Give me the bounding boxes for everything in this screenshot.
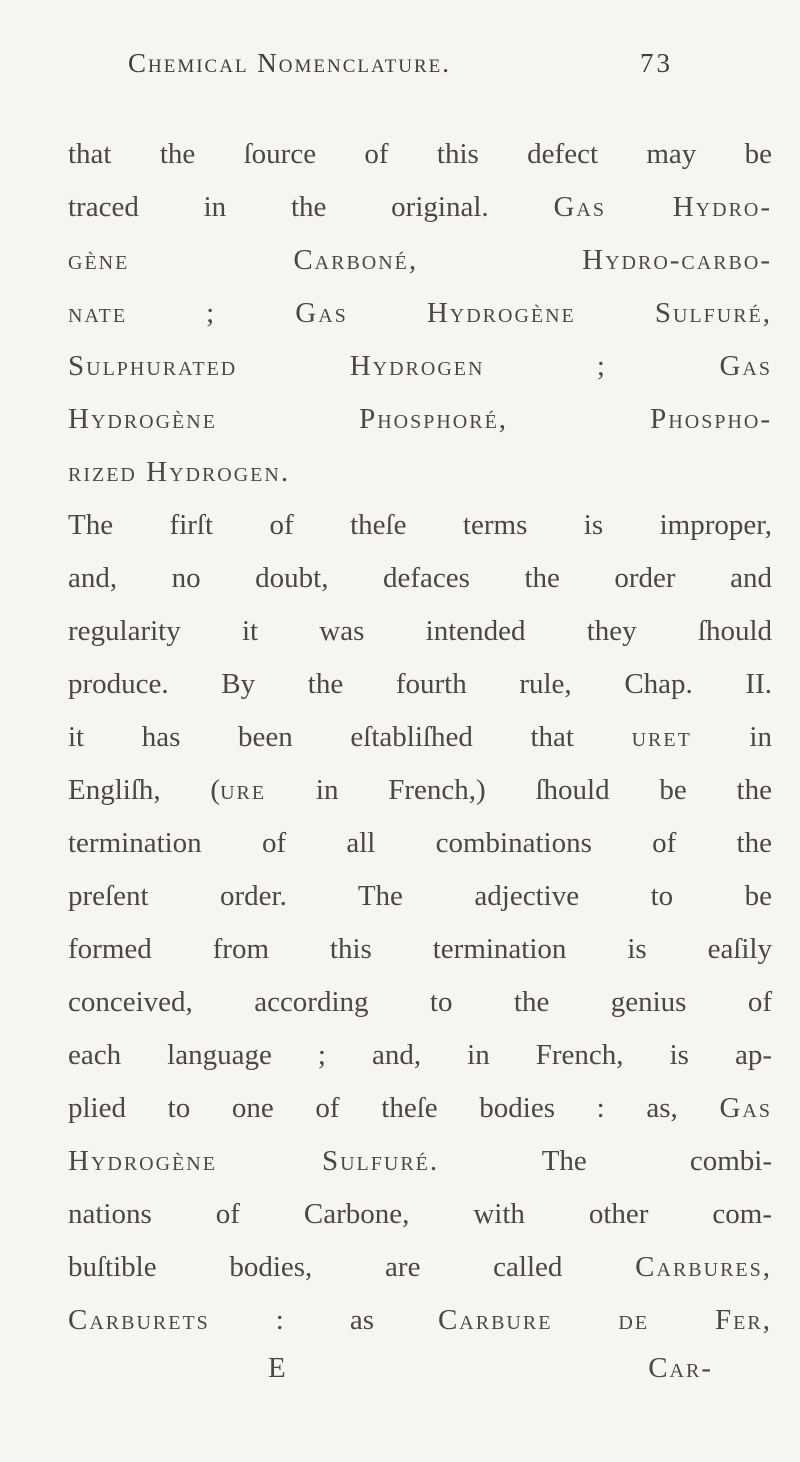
small-caps-term: ure [220, 774, 267, 806]
text-line [68, 393, 772, 446]
text-line [68, 870, 772, 923]
text-line [68, 1241, 772, 1294]
text-line [68, 1029, 772, 1082]
text-line [68, 1082, 772, 1135]
text-line [68, 923, 772, 976]
small-caps-term: Hydrogène Phosphoré, Phospho- [68, 403, 772, 435]
text-segment: traced in the original. [68, 191, 554, 223]
text-line [68, 605, 772, 658]
text-line [68, 340, 772, 393]
text-line [68, 234, 772, 287]
text-line [68, 446, 772, 499]
text-segment: in [691, 721, 772, 753]
text-segment: and, no doubt, defaces the order and [68, 562, 772, 594]
text-segment: each language ; and, in French, is ap- [68, 1039, 772, 1071]
small-caps-term: Hydrogène Sulfuré. [68, 1145, 440, 1177]
running-title: Chemical Nomenclature. [128, 48, 451, 78]
catchword: Car- [648, 1352, 713, 1384]
small-caps-term: Carbure de Fer, [437, 1304, 772, 1336]
text-segment: conceived, according to the genius of [68, 986, 772, 1018]
text-line [68, 976, 772, 1029]
text-line [68, 287, 772, 340]
small-caps-term: Carbures, [635, 1251, 772, 1283]
text-segment: preſent order. The adjective to be [68, 880, 772, 912]
text-segment: it has been eſtabliſhed that [68, 721, 632, 753]
text-line [68, 181, 772, 234]
text-line [68, 1135, 772, 1188]
small-caps-term: nate ; Gas Hydrogène Sulfuré, [68, 297, 772, 329]
small-caps-term: Gas [719, 1092, 772, 1124]
text-segment: regularity it was intended they ſhould [68, 615, 772, 647]
small-caps-term: Sulphurated Hydrogen ; Gas [68, 350, 772, 382]
small-caps-term: gène Carboné, Hydro-carbo- [68, 244, 772, 276]
text-line [68, 764, 772, 817]
text-segment: as [285, 1304, 438, 1336]
text-segment: buſtible bodies, are called [68, 1251, 636, 1283]
text-segment: Engliſh, ( [68, 774, 221, 806]
text-line [68, 499, 772, 552]
text-line [68, 1188, 772, 1241]
text-segment: in French,) ſhould be the [266, 774, 772, 806]
text-segment: that the ſource of this defect may be [68, 138, 772, 170]
text-segment: termination of all combinations of the [68, 827, 772, 859]
text-segment: The combi- [439, 1145, 772, 1177]
text-line [68, 1294, 772, 1347]
text-segment: produce. By the fourth rule, Chap. II. [68, 668, 772, 700]
page-footer [268, 1352, 713, 1385]
text-line [68, 817, 772, 870]
small-caps-term: rized Hydrogen. [68, 456, 291, 488]
text-segment: formed from this termination is eaſily [68, 933, 772, 965]
text-line [68, 658, 772, 711]
text-segment: The firſt of theſe terms is improper, [68, 509, 772, 541]
text-segment: plied to one of theſe bodies : as, [68, 1092, 720, 1124]
small-caps-term: uret [631, 721, 692, 753]
page-body [68, 128, 772, 1347]
text-line [68, 711, 772, 764]
small-caps-term: Gas Hydro- [553, 191, 773, 223]
text-segment: nations of Carbone, with other com- [68, 1198, 772, 1230]
small-caps-term: Carburets : [68, 1304, 286, 1336]
running-header [128, 48, 673, 79]
text-line [68, 128, 772, 181]
text-line [68, 552, 772, 605]
page-number: 73 [640, 48, 673, 78]
signature-mark: E [268, 1352, 286, 1384]
